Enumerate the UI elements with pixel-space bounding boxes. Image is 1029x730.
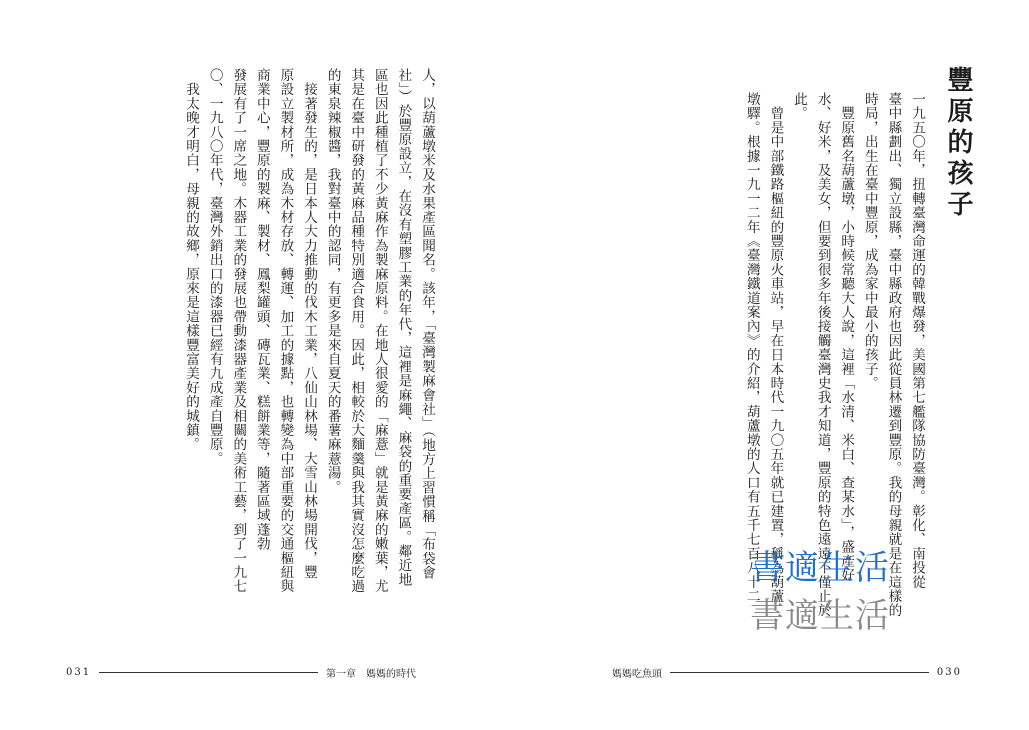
footer-rule	[670, 672, 929, 673]
text-column: 接著發生的，是日本人大力推動的伐木工業，八仙山林場、大雪山林場開伐，豐	[301, 68, 318, 580]
page-number: 030	[936, 666, 962, 678]
text-column: 的東泉辣椒醬，我對臺中的認同，有更多是來自夏天的番薯麻薏湯。	[324, 68, 341, 494]
watermark-logo: 書適生活	[750, 548, 890, 588]
text-column: 社」）於豐原設立，在沒有塑膠工業的年代，這裡是麻繩、麻袋的重要產區。鄰近地	[395, 68, 412, 587]
text-column: 時局，出生在臺中豐原，成為家中最小的孩子。	[861, 92, 878, 391]
watermark-logo-shadow: 書適生活	[750, 596, 890, 636]
text-column: 曾是中部鐵路樞紐的豐原火車站，早在日本時代一九〇五年就已建置，稱為葫蘆	[767, 92, 784, 604]
left-page-footer	[66, 664, 416, 680]
running-header: 媽媽吃魚頭	[612, 668, 662, 680]
text-column: 區也因此種植了不少黃麻作為製麻原料。在地人很愛的「麻薏」就是黃麻的嫩葉，尤	[371, 68, 388, 594]
text-column: 其是在臺中研發的黃麻品種特別適合食用。因此，相較於大麵羹與我其實沒怎麼吃過	[348, 68, 365, 594]
text-column: 人，以葫蘆墩米及水果產區聞名。該年，「臺灣製麻會社」（地方上習慣稱「布袋會	[419, 68, 435, 580]
text-column: 原設立製材所，成為木材存放、轉運、加工的據點，也轉變為中部重要的交通樞紐與	[277, 68, 294, 594]
chapter-title: 豐原的孩子	[943, 66, 973, 221]
text-column: 水、好米，及美女，但要到很多年後接觸臺灣史我才知道，豐原的特色遠遠不僅止於	[814, 92, 831, 618]
left-page-body	[120, 68, 438, 594]
text-column: 臺中縣劃出、獨立設縣，臺中縣政府也因此從員林遷到豐原。我的母親就是在這樣的	[885, 92, 902, 618]
text-column: 我太晚才明白，母親的故鄉，原來是這樣豐富美好的城鎮。	[183, 68, 200, 452]
footer-rule	[99, 672, 318, 673]
right-page	[514, 0, 1029, 730]
text-column: 豐原舊名葫蘆墩，小時候常聽大人說，這裡「水清、米白、查某水」，盛產好	[838, 92, 855, 583]
text-column: 〇、一九八〇年代，臺灣外銷出口的漆器已經有九成產自豐原。	[206, 68, 223, 466]
page-number: 031	[66, 666, 92, 678]
left-page	[0, 0, 514, 730]
text-column: 發展有了一席之地。木器工業的發展也帶動漆器產業及相關的美術工藝，到了一九七	[230, 68, 247, 594]
text-column: 墩驛。根據一九一二年《臺灣鐵道案內》的介紹，葫蘆墩的人口有五千七百八十二	[743, 92, 760, 604]
text-column: 此。	[791, 92, 808, 121]
text-column: 一九五〇年，扭轉臺灣命運的韓戰爆發，美國第七艦隊協防臺灣。彰化、南投從	[909, 92, 925, 589]
running-header: 第一章 媽媽的時代	[326, 668, 416, 680]
right-page-footer	[612, 664, 962, 680]
text-column: 商業中心，豐原的製麻、製材、鳳梨罐頭、磚瓦業、糕餅業等，隨著區域蓬勃	[253, 68, 270, 551]
